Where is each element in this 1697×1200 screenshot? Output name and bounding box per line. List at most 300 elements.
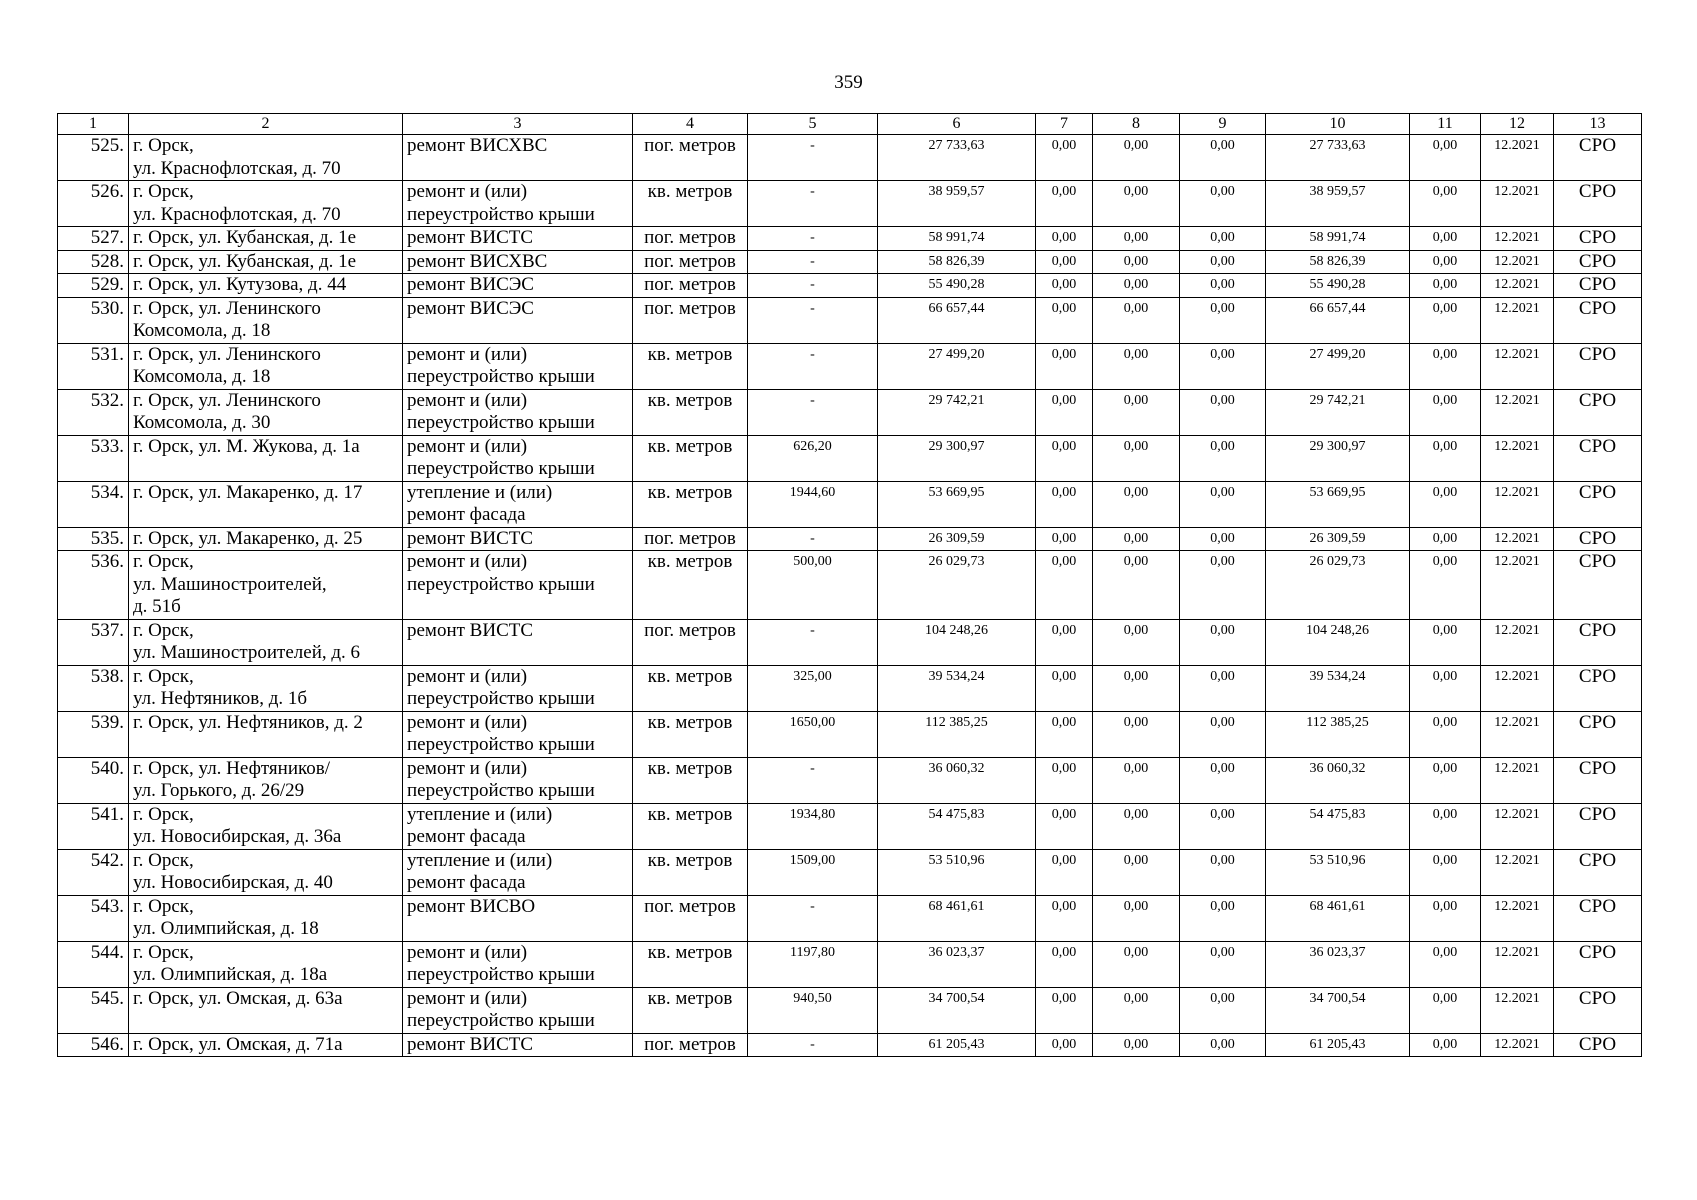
work-type-cell-line: переустройство крыши xyxy=(407,1010,595,1031)
quantity-cell: - xyxy=(748,1033,878,1057)
completion-date-cell: 12.2021 xyxy=(1481,987,1554,1033)
address-cell xyxy=(129,181,403,227)
address-cell-line: ул. Горького, д. 26/29 xyxy=(133,780,305,801)
funds-col11-cell: 0,00 xyxy=(1410,803,1481,849)
unit-cell: пог. метров xyxy=(633,895,748,941)
funds-col8-cell: 0,00 xyxy=(1093,343,1180,389)
funds-col11-cell: 0,00 xyxy=(1410,849,1481,895)
funds-col9-cell: 0,00 xyxy=(1180,527,1266,551)
address-cell xyxy=(129,1033,403,1057)
funds-col9-cell: 0,00 xyxy=(1180,665,1266,711)
row-number: 545. xyxy=(58,987,129,1033)
completion-date-cell: 12.2021 xyxy=(1481,389,1554,435)
funds-col10-cell: 53 669,95 xyxy=(1266,481,1410,527)
funds-col7-cell: 0,00 xyxy=(1036,757,1093,803)
funds-col8-cell: 0,00 xyxy=(1093,1033,1180,1057)
funds-col10-cell: 68 461,61 xyxy=(1266,895,1410,941)
address-cell xyxy=(129,435,403,481)
unit-cell: кв. метров xyxy=(633,665,748,711)
address-cell-line: г. Орск, xyxy=(133,135,194,156)
row-number: 525. xyxy=(58,135,129,181)
unit-cell: кв. метров xyxy=(633,343,748,389)
completion-date-cell: 12.2021 xyxy=(1481,711,1554,757)
cost-cell: 29 300,97 xyxy=(878,435,1036,481)
unit-cell: кв. метров xyxy=(633,803,748,849)
funds-col8-cell: 0,00 xyxy=(1093,274,1180,298)
funds-col8-cell: 0,00 xyxy=(1093,181,1180,227)
completion-date-cell: 12.2021 xyxy=(1481,1033,1554,1057)
quantity-cell: - xyxy=(748,181,878,227)
address-cell-line: г. Орск, xyxy=(133,551,194,572)
funds-col11-cell: 0,00 xyxy=(1410,181,1481,227)
completion-date-cell: 12.2021 xyxy=(1481,803,1554,849)
address-cell-line: г. Орск, ул. Нефтяников/ xyxy=(133,757,331,779)
completion-date-cell: 12.2021 xyxy=(1481,297,1554,343)
cost-cell: 34 700,54 xyxy=(878,987,1036,1033)
address-cell-line: ул. Нефтяников, д. 1б xyxy=(133,688,308,709)
funds-col7-cell: 0,00 xyxy=(1036,389,1093,435)
agent-cell: СРО xyxy=(1554,527,1642,551)
table-row xyxy=(58,987,1642,1033)
row-number: 542. xyxy=(58,849,129,895)
funds-col10-cell: 26 029,73 xyxy=(1266,551,1410,620)
table-row xyxy=(58,849,1642,895)
address-cell-line: г. Орск, ул. Омская, д. 71а xyxy=(133,1033,343,1055)
address-cell xyxy=(129,297,403,343)
agent-cell: СРО xyxy=(1554,551,1642,620)
address-cell xyxy=(129,711,403,757)
address-cell-line: ул. Машиностроителей, д. 6 xyxy=(133,642,361,663)
funds-col10-cell: 58 826,39 xyxy=(1266,250,1410,274)
agent-cell: СРО xyxy=(1554,435,1642,481)
work-type-cell xyxy=(403,941,633,987)
completion-date-cell: 12.2021 xyxy=(1481,619,1554,665)
completion-date-cell: 12.2021 xyxy=(1481,181,1554,227)
unit-cell: пог. метров xyxy=(633,527,748,551)
table-row xyxy=(58,711,1642,757)
funds-col7-cell: 0,00 xyxy=(1036,135,1093,181)
work-type-cell-line: ремонт и (или) xyxy=(407,181,528,202)
agent-cell: СРО xyxy=(1554,849,1642,895)
column-header-6: 6 xyxy=(878,114,1036,135)
cost-cell: 26 309,59 xyxy=(878,527,1036,551)
work-type-cell-line: переустройство крыши xyxy=(407,688,595,709)
funds-col8-cell: 0,00 xyxy=(1093,849,1180,895)
funds-col10-cell: 58 991,74 xyxy=(1266,227,1410,251)
cost-cell: 27 499,20 xyxy=(878,343,1036,389)
column-header-13: 13 xyxy=(1554,114,1642,135)
address-cell-line: г. Орск, ул. Ленинского xyxy=(133,343,321,365)
funds-col10-cell: 26 309,59 xyxy=(1266,527,1410,551)
work-type-cell xyxy=(403,181,633,227)
address-cell-line: г. Орск, ул. Кутузова, д. 44 xyxy=(133,274,347,295)
work-type-cell-line: ремонт ВИСВО xyxy=(407,895,536,917)
completion-date-cell: 12.2021 xyxy=(1481,135,1554,181)
work-type-cell-line: ремонт и (или) xyxy=(407,987,528,1009)
cost-cell: 53 669,95 xyxy=(878,481,1036,527)
table-row xyxy=(58,435,1642,481)
work-type-cell-line: ремонт и (или) xyxy=(407,941,528,963)
cost-cell: 29 742,21 xyxy=(878,389,1036,435)
cost-cell: 38 959,57 xyxy=(878,181,1036,227)
funds-col10-cell: 53 510,96 xyxy=(1266,849,1410,895)
address-cell-line: ул. Краснофлотская, д. 70 xyxy=(133,203,341,225)
work-type-cell-line: ремонт ВИСТС xyxy=(407,227,534,248)
funds-col8-cell: 0,00 xyxy=(1093,481,1180,527)
cost-cell: 39 534,24 xyxy=(878,665,1036,711)
column-header-4: 4 xyxy=(633,114,748,135)
work-type-cell-line: ремонт ВИСТС xyxy=(407,527,534,549)
funds-col7-cell: 0,00 xyxy=(1036,274,1093,298)
work-type-cell-line: ремонт ВИСЭС xyxy=(407,274,534,295)
work-type-cell xyxy=(403,665,633,711)
cost-cell: 58 991,74 xyxy=(878,227,1036,251)
row-number: 543. xyxy=(58,895,129,941)
work-type-cell-line: ремонт ВИСХВС xyxy=(407,135,548,156)
work-type-cell-line: утепление и (или) xyxy=(407,849,553,871)
address-cell-line: ул. Новосибирская, д. 36а xyxy=(133,826,342,847)
agent-cell: СРО xyxy=(1554,250,1642,274)
work-type-cell-line: переустройство крыши xyxy=(407,458,595,479)
address-cell xyxy=(129,803,403,849)
agent-cell: СРО xyxy=(1554,135,1642,181)
agent-cell: СРО xyxy=(1554,343,1642,389)
address-cell xyxy=(129,619,403,665)
work-type-cell xyxy=(403,227,633,251)
funds-col8-cell: 0,00 xyxy=(1093,435,1180,481)
quantity-cell: - xyxy=(748,389,878,435)
row-number: 526. xyxy=(58,181,129,227)
address-cell-line: г. Орск, ул. Кубанская, д. 1е xyxy=(133,227,357,248)
table-row xyxy=(58,895,1642,941)
funds-col9-cell: 0,00 xyxy=(1180,481,1266,527)
address-cell-line: г. Орск, ул. Омская, д. 63а xyxy=(133,987,343,1009)
work-type-cell-line: переустройство крыши xyxy=(407,573,595,595)
funds-col7-cell: 0,00 xyxy=(1036,481,1093,527)
funds-col10-cell: 27 733,63 xyxy=(1266,135,1410,181)
row-number: 536. xyxy=(58,551,129,620)
cost-cell: 27 733,63 xyxy=(878,135,1036,181)
work-type-cell-line: переустройство крыши xyxy=(407,734,595,755)
quantity-cell: 1934,80 xyxy=(748,803,878,849)
work-type-cell-line: переустройство крыши xyxy=(407,964,595,985)
funds-col7-cell: 0,00 xyxy=(1036,849,1093,895)
completion-date-cell: 12.2021 xyxy=(1481,274,1554,298)
funds-col7-cell: 0,00 xyxy=(1036,551,1093,620)
column-header-11: 11 xyxy=(1410,114,1481,135)
column-header-5: 5 xyxy=(748,114,878,135)
unit-cell: пог. метров xyxy=(633,274,748,298)
funds-col9-cell: 0,00 xyxy=(1180,343,1266,389)
address-cell-line: г. Орск, xyxy=(133,665,194,687)
agent-cell: СРО xyxy=(1554,987,1642,1033)
address-cell-line: ул. Олимпийская, д. 18 xyxy=(133,918,319,939)
funds-col10-cell: 66 657,44 xyxy=(1266,297,1410,343)
address-cell-line: г. Орск, ул. М. Жукова, д. 1а xyxy=(133,435,360,457)
work-type-cell-line: ремонт и (или) xyxy=(407,711,528,733)
address-cell-line: ул. Новосибирская, д. 40 xyxy=(133,872,333,893)
work-type-cell-line: ремонт и (или) xyxy=(407,665,528,687)
quantity-cell: 325,00 xyxy=(748,665,878,711)
work-type-cell xyxy=(403,849,633,895)
funds-col8-cell: 0,00 xyxy=(1093,987,1180,1033)
address-cell xyxy=(129,389,403,435)
agent-cell: СРО xyxy=(1554,1033,1642,1057)
funds-col9-cell: 0,00 xyxy=(1180,711,1266,757)
row-number: 528. xyxy=(58,250,129,274)
work-type-cell-line: ремонт ВИСТС xyxy=(407,619,534,641)
funds-col7-cell: 0,00 xyxy=(1036,343,1093,389)
column-header-3: 3 xyxy=(403,114,633,135)
work-type-cell-line: переустройство крыши xyxy=(407,203,595,225)
work-type-cell-line: ремонт и (или) xyxy=(407,757,528,779)
funds-col9-cell: 0,00 xyxy=(1180,227,1266,251)
funds-col9-cell: 0,00 xyxy=(1180,619,1266,665)
column-number-header xyxy=(58,114,1642,135)
address-cell xyxy=(129,250,403,274)
funds-col8-cell: 0,00 xyxy=(1093,665,1180,711)
row-number: 535. xyxy=(58,527,129,551)
address-cell xyxy=(129,757,403,803)
agent-cell: СРО xyxy=(1554,757,1642,803)
column-header-12: 12 xyxy=(1481,114,1554,135)
completion-date-cell: 12.2021 xyxy=(1481,895,1554,941)
funds-col10-cell: 36 023,37 xyxy=(1266,941,1410,987)
work-type-cell-line: утепление и (или) xyxy=(407,481,553,503)
completion-date-cell: 12.2021 xyxy=(1481,481,1554,527)
funds-col8-cell: 0,00 xyxy=(1093,803,1180,849)
unit-cell: кв. метров xyxy=(633,551,748,620)
page-number: 359 xyxy=(834,72,863,93)
funds-col11-cell: 0,00 xyxy=(1410,527,1481,551)
work-type-cell-line: ремонт ВИСТС xyxy=(407,1033,534,1055)
agent-cell: СРО xyxy=(1554,941,1642,987)
completion-date-cell: 12.2021 xyxy=(1481,551,1554,620)
address-cell xyxy=(129,527,403,551)
agent-cell: СРО xyxy=(1554,481,1642,527)
address-cell-line: ул. Машиностроителей, xyxy=(133,573,327,595)
funds-col7-cell: 0,00 xyxy=(1036,1033,1093,1057)
address-cell xyxy=(129,987,403,1033)
address-cell-line: г. Орск, ул. Макаренко, д. 25 xyxy=(133,527,363,549)
quantity-cell: 626,20 xyxy=(748,435,878,481)
funds-col11-cell: 0,00 xyxy=(1410,665,1481,711)
completion-date-cell: 12.2021 xyxy=(1481,665,1554,711)
funds-col11-cell: 0,00 xyxy=(1410,757,1481,803)
unit-cell: кв. метров xyxy=(633,757,748,803)
row-number: 540. xyxy=(58,757,129,803)
funds-col11-cell: 0,00 xyxy=(1410,711,1481,757)
row-number: 533. xyxy=(58,435,129,481)
cost-cell: 36 023,37 xyxy=(878,941,1036,987)
funds-col11-cell: 0,00 xyxy=(1410,481,1481,527)
work-type-cell xyxy=(403,711,633,757)
unit-cell: кв. метров xyxy=(633,435,748,481)
agent-cell: СРО xyxy=(1554,711,1642,757)
funds-col9-cell: 0,00 xyxy=(1180,551,1266,620)
quantity-cell: - xyxy=(748,757,878,803)
column-header-2: 2 xyxy=(129,114,403,135)
work-type-cell xyxy=(403,551,633,620)
address-cell xyxy=(129,895,403,941)
funds-col9-cell: 0,00 xyxy=(1180,757,1266,803)
funds-col7-cell: 0,00 xyxy=(1036,895,1093,941)
cost-cell: 112 385,25 xyxy=(878,711,1036,757)
funds-col9-cell: 0,00 xyxy=(1180,1033,1266,1057)
unit-cell: кв. метров xyxy=(633,987,748,1033)
cost-cell: 55 490,28 xyxy=(878,274,1036,298)
funds-col7-cell: 0,00 xyxy=(1036,803,1093,849)
funds-col10-cell: 36 060,32 xyxy=(1266,757,1410,803)
funds-col10-cell: 39 534,24 xyxy=(1266,665,1410,711)
work-type-cell-line: утепление и (или) xyxy=(407,803,553,825)
funds-col9-cell: 0,00 xyxy=(1180,297,1266,343)
quantity-cell: - xyxy=(748,619,878,665)
quantity-cell: - xyxy=(748,250,878,274)
unit-cell: кв. метров xyxy=(633,389,748,435)
funds-col8-cell: 0,00 xyxy=(1093,619,1180,665)
work-type-cell xyxy=(403,1033,633,1057)
address-cell xyxy=(129,343,403,389)
work-type-cell xyxy=(403,435,633,481)
address-cell xyxy=(129,274,403,298)
address-cell-line: ул. Олимпийская, д. 18а xyxy=(133,964,328,985)
cost-cell: 36 060,32 xyxy=(878,757,1036,803)
row-number: 534. xyxy=(58,481,129,527)
address-cell-line: д. 51б xyxy=(133,596,181,617)
unit-cell: пог. метров xyxy=(633,297,748,343)
completion-date-cell: 12.2021 xyxy=(1481,757,1554,803)
address-cell xyxy=(129,227,403,251)
cost-cell: 68 461,61 xyxy=(878,895,1036,941)
unit-cell: кв. метров xyxy=(633,181,748,227)
work-type-cell xyxy=(403,527,633,551)
address-cell xyxy=(129,481,403,527)
funds-col7-cell: 0,00 xyxy=(1036,619,1093,665)
row-number: 530. xyxy=(58,297,129,343)
funds-col9-cell: 0,00 xyxy=(1180,250,1266,274)
work-type-cell-line: ремонт фасада xyxy=(407,872,526,893)
address-cell-line: ул. Краснофлотская, д. 70 xyxy=(133,157,341,179)
agent-cell: СРО xyxy=(1554,181,1642,227)
funds-col7-cell: 0,00 xyxy=(1036,435,1093,481)
address-cell-line: г. Орск, ул. Ленинского xyxy=(133,297,321,319)
quantity-cell: - xyxy=(748,227,878,251)
table-row xyxy=(58,297,1642,343)
address-cell-line: г. Орск, ул. Ленинского xyxy=(133,389,321,411)
cost-cell: 54 475,83 xyxy=(878,803,1036,849)
work-type-cell-line: переустройство крыши xyxy=(407,412,595,433)
work-type-cell xyxy=(403,297,633,343)
funds-col9-cell: 0,00 xyxy=(1180,803,1266,849)
table-row xyxy=(58,227,1642,251)
agent-cell: СРО xyxy=(1554,619,1642,665)
agent-cell: СРО xyxy=(1554,274,1642,298)
funds-col11-cell: 0,00 xyxy=(1410,435,1481,481)
row-number: 531. xyxy=(58,343,129,389)
funds-col11-cell: 0,00 xyxy=(1410,619,1481,665)
address-cell-line: г. Орск, ул. Кубанская, д. 1е xyxy=(133,250,357,272)
table-row xyxy=(58,1033,1642,1057)
address-cell xyxy=(129,551,403,620)
funds-col7-cell: 0,00 xyxy=(1036,941,1093,987)
funds-col10-cell: 29 742,21 xyxy=(1266,389,1410,435)
quantity-cell: 1944,60 xyxy=(748,481,878,527)
address-cell-line: г. Орск, xyxy=(133,941,194,963)
unit-cell: пог. метров xyxy=(633,619,748,665)
quantity-cell: - xyxy=(748,895,878,941)
work-type-cell xyxy=(403,389,633,435)
funds-col11-cell: 0,00 xyxy=(1410,551,1481,620)
row-number: 538. xyxy=(58,665,129,711)
funds-col11-cell: 0,00 xyxy=(1410,895,1481,941)
cost-cell: 58 826,39 xyxy=(878,250,1036,274)
quantity-cell: - xyxy=(748,527,878,551)
cost-cell: 104 248,26 xyxy=(878,619,1036,665)
work-type-cell xyxy=(403,135,633,181)
work-type-cell xyxy=(403,274,633,298)
funds-col11-cell: 0,00 xyxy=(1410,1033,1481,1057)
table-row xyxy=(58,551,1642,620)
table-row xyxy=(58,527,1642,551)
capital-repair-table xyxy=(57,113,1642,1057)
funds-col7-cell: 0,00 xyxy=(1036,665,1093,711)
funds-col8-cell: 0,00 xyxy=(1093,227,1180,251)
quantity-cell: - xyxy=(748,297,878,343)
unit-cell: пог. метров xyxy=(633,250,748,274)
funds-col7-cell: 0,00 xyxy=(1036,181,1093,227)
row-number: 532. xyxy=(58,389,129,435)
funds-col10-cell: 38 959,57 xyxy=(1266,181,1410,227)
row-number: 529. xyxy=(58,274,129,298)
completion-date-cell: 12.2021 xyxy=(1481,527,1554,551)
funds-col9-cell: 0,00 xyxy=(1180,987,1266,1033)
table-row xyxy=(58,250,1642,274)
column-header-9: 9 xyxy=(1180,114,1266,135)
quantity-cell: - xyxy=(748,274,878,298)
table-row xyxy=(58,389,1642,435)
agent-cell: СРО xyxy=(1554,227,1642,251)
work-type-cell xyxy=(403,895,633,941)
table-row xyxy=(58,343,1642,389)
unit-cell: кв. метров xyxy=(633,941,748,987)
funds-col11-cell: 0,00 xyxy=(1410,227,1481,251)
funds-col7-cell: 0,00 xyxy=(1036,527,1093,551)
funds-col7-cell: 0,00 xyxy=(1036,987,1093,1033)
funds-col10-cell: 61 205,43 xyxy=(1266,1033,1410,1057)
column-header-8: 8 xyxy=(1093,114,1180,135)
address-cell xyxy=(129,849,403,895)
unit-cell: кв. метров xyxy=(633,711,748,757)
agent-cell: СРО xyxy=(1554,389,1642,435)
table-row xyxy=(58,135,1642,181)
agent-cell: СРО xyxy=(1554,895,1642,941)
funds-col8-cell: 0,00 xyxy=(1093,895,1180,941)
address-cell-line: г. Орск, xyxy=(133,181,194,202)
funds-col9-cell: 0,00 xyxy=(1180,849,1266,895)
work-type-cell-line: ремонт ВИСЭС xyxy=(407,297,534,319)
row-number: 541. xyxy=(58,803,129,849)
table-row xyxy=(58,941,1642,987)
funds-col7-cell: 0,00 xyxy=(1036,250,1093,274)
work-type-cell-line: ремонт ВИСХВС xyxy=(407,250,548,272)
cost-cell: 66 657,44 xyxy=(878,297,1036,343)
unit-cell: пог. метров xyxy=(633,135,748,181)
table-row xyxy=(58,757,1642,803)
funds-col8-cell: 0,00 xyxy=(1093,757,1180,803)
funds-col10-cell: 34 700,54 xyxy=(1266,987,1410,1033)
funds-col11-cell: 0,00 xyxy=(1410,941,1481,987)
